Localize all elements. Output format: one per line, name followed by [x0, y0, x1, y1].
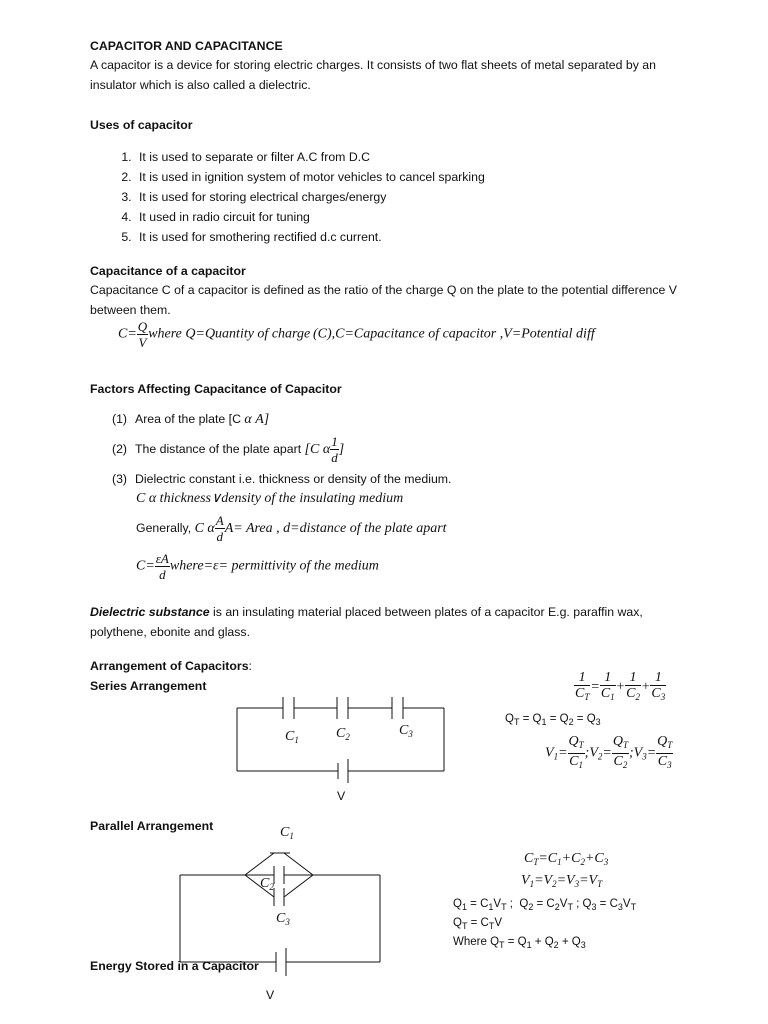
dielectric-paragraph: Dielectric substance is an insulating material placed between plates of a capacitor E.g. paraffin wax, polythene, ebonite and glass.: [90, 605, 643, 639]
parallel-equation-3: $Q_1 = C_1V_T$ ; $Q_2 = C_2V_T$ ; $Q_3 = C_3V_T$: [453, 898, 637, 912]
page-title: CAPACITOR AND CAPACITANCE: [90, 39, 283, 53]
series-label-c3: $C_3$: [399, 723, 413, 739]
parallel-label-c3: $C_3$: [276, 911, 290, 927]
factor-3-math: C α thickness∨density of the insulating medium: [136, 491, 404, 506]
permittivity-formula: C= $\frac{\varepsilon A}{d}$ where=ε= permittivity of the medium: [136, 551, 379, 582]
factor-3: (3) Dielectric constant i.e. thickness or density of the medium.: [112, 472, 452, 486]
uses-heading: Uses of capacitor: [90, 118, 193, 132]
dielectric-term: Dielectric substance: [90, 605, 210, 619]
series-equation-1: $\frac{1}{C_T}$ = $\frac{1}{C_1}$ + $\frac{1}{C_2}$ + $\frac{1}{C_3}$: [575, 670, 666, 702]
factors-heading: Factors Affecting Capacitance of Capacitor: [90, 382, 342, 396]
parallel-equation-1: $C_T=C_1+C_2+C_3$: [524, 851, 609, 867]
factor-1: (1) Area of the plate [C α A]: [112, 412, 270, 427]
parallel-equation-2: $V_1=V_2=V_3=V_T$: [521, 873, 603, 889]
list-item: 2. It is used in ignition system of motor vehicles to cancel sparking: [135, 167, 485, 187]
series-equation-2: $Q_T = Q_1 = Q_2 = Q_3$: [505, 713, 601, 727]
series-label-v: V: [337, 789, 346, 803]
list-item: 5. It is used for smothering rectified d.c current.: [135, 227, 485, 247]
parallel-equation-5: Where $Q_T = Q_1 + Q_2 + Q_3$: [453, 936, 586, 950]
series-equation-3: $V_1=$ $\frac{Q_T}{C_1}$ $;V_2=$ $\frac{Q_T}{C_2}$ $;V_3=$ $\frac{Q_T}{C_3}$: [545, 734, 673, 770]
generally-formula: Generally, C α $\frac{A}{d}$ A= Area , d=distance of the plate apart: [136, 513, 447, 544]
parallel-label-v: V: [266, 988, 275, 1002]
factor-2: (2) The distance of the plate apart [C α $\frac{1}{d}$ ]: [112, 434, 345, 465]
list-item: 4. It used in radio circuit for tuning: [135, 207, 485, 227]
capacitance-formula: C= $\frac{Q}{V}$ where Q=Quantity of charge (C),C=Capacitance of capacitor ,V=Potential diff: [118, 319, 595, 350]
parallel-label-c1: $C_1$: [280, 825, 294, 841]
capacitance-definition: Capacitance C of a capacitor is defined as the ratio of the charge Q on the plate to the potential difference V between them.: [90, 283, 677, 317]
parallel-equation-4: $Q_T = C_TV$: [453, 917, 503, 931]
intro-paragraph: A capacitor is a device for storing electric charges. It consists of two flat sheets of metal separated by an insulator which is also called a dielectric.: [90, 58, 656, 92]
parallel-label-c2: $C_2$: [260, 876, 274, 892]
arrangement-heading: Arrangement of Capacitors:: [90, 659, 252, 673]
energy-heading: Energy Stored in a Capacitor: [90, 959, 259, 973]
series-label-c1: $C_1$: [285, 729, 299, 745]
series-heading: Series Arrangement: [90, 679, 207, 693]
capacitance-heading: Capacitance of a capacitor: [90, 264, 246, 278]
parallel-heading: Parallel Arrangement: [90, 819, 214, 833]
list-item: 1. It is used to separate or filter A.C from D.C: [135, 147, 485, 167]
list-item: 3. It is used for storing electrical charges/energy: [135, 187, 485, 207]
series-label-c2: $C_2$: [336, 726, 350, 742]
